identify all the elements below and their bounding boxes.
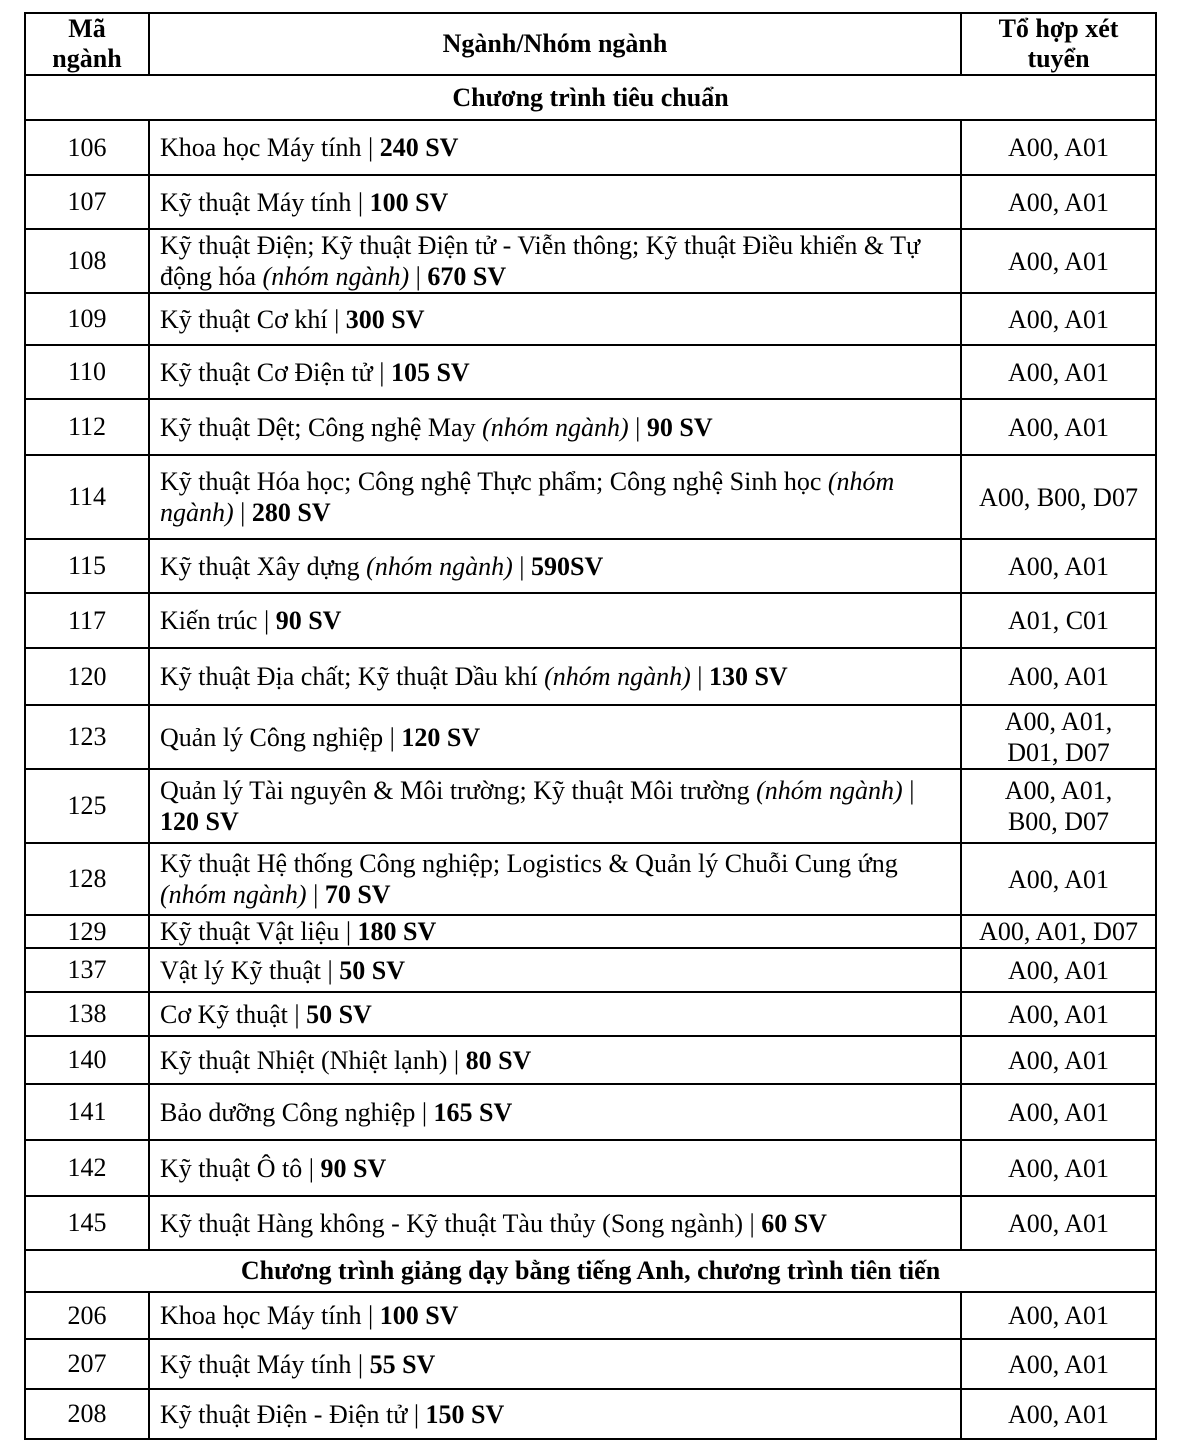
program-code: 137: [25, 948, 149, 992]
program-capacity: 670 SV: [427, 262, 507, 291]
program-name-cell: Kỹ thuật Hàng không - Kỹ thuật Tàu thủy (Song ngành) | 60 SV: [149, 1196, 961, 1250]
program-name-cell: Khoa học Máy tính | 100 SV: [149, 1292, 961, 1339]
program-capacity: 90 SV: [275, 606, 342, 635]
program-capacity: 300 SV: [345, 304, 425, 334]
program-capacity: 90 SV: [320, 1153, 387, 1183]
table-row: [25, 948, 1156, 992]
program-name-cell: Kỹ thuật Cơ Điện tử | 105 SV: [149, 345, 961, 399]
program-code: 208: [25, 1389, 149, 1439]
program-name: Vật lý Kỹ thuật: [160, 955, 322, 985]
program-code: 207: [25, 1339, 149, 1389]
program-code: 114: [25, 455, 149, 539]
program-code: 110: [25, 345, 149, 399]
table-row: [25, 769, 1156, 843]
program-name-cell: Bảo dưỡng Công nghiệp | 165 SV: [149, 1084, 961, 1140]
table-row: [25, 175, 1156, 229]
table-row: [25, 1196, 1156, 1250]
program-code: 145: [25, 1196, 149, 1250]
subject-combination: A00, A01: [961, 1339, 1156, 1389]
subject-combination: A00, A01: [961, 648, 1156, 705]
program-name-cell: Kiến trúc | 90 SV: [149, 593, 961, 648]
program-name: Kỹ thuật Dệt; Công nghệ May: [160, 412, 476, 442]
subject-combination: A00, A01: [961, 1196, 1156, 1250]
subject-combination: A00, A01: [961, 843, 1156, 915]
program-capacity: 120 SV: [160, 807, 239, 836]
program-name: Kỹ thuật Cơ khí: [160, 304, 328, 334]
program-code: 125: [25, 769, 149, 843]
program-capacity: 80 SV: [465, 1045, 532, 1075]
subject-combination: A00, A01, D01, D07: [961, 705, 1156, 769]
program-capacity: 180 SV: [357, 917, 437, 946]
program-capacity: 150 SV: [425, 1399, 505, 1429]
section-row: [25, 1250, 1156, 1292]
program-capacity: 55 SV: [369, 1349, 436, 1379]
program-name-cell: Cơ Kỹ thuật | 50 SV: [149, 992, 961, 1036]
program-name-cell: Kỹ thuật Địa chất; Kỹ thuật Dầu khí (nhóm ngành) | 130 SV: [149, 648, 961, 705]
program-capacity: 70 SV: [324, 880, 391, 909]
program-group-note: (nhóm ngành): [482, 412, 629, 442]
subject-combination: A00, A01: [961, 229, 1156, 293]
program-name: Kỹ thuật Hóa học; Công nghệ Thực phẩm; Công nghệ Sinh học: [160, 467, 822, 496]
subject-combination: A00, A01: [961, 1292, 1156, 1339]
program-code: 128: [25, 843, 149, 915]
program-capacity: 240 SV: [379, 133, 459, 162]
subject-combination: A00, A01: [961, 948, 1156, 992]
program-name: Khoa học Máy tính: [160, 1301, 362, 1330]
program-capacity: 165 SV: [433, 1097, 513, 1127]
program-name: Kỹ thuật Địa chất; Kỹ thuật Dầu khí: [160, 662, 538, 691]
program-name: Kỹ thuật Điện; Kỹ thuật Điện tử - Viễn thông; Kỹ thuật Điều khiển & Tự động hóa: [160, 231, 921, 291]
program-code: 117: [25, 593, 149, 648]
table-row: [25, 1140, 1156, 1196]
program-name: Kỹ thuật Hàng không - Kỹ thuật Tàu thủy (Song ngành): [160, 1208, 743, 1238]
program-name-cell: Kỹ thuật Điện; Kỹ thuật Điện tử - Viễn thông; Kỹ thuật Điều khiển & Tự động hóa (nhóm ngành) | 670 SV: [149, 229, 961, 293]
table-row: [25, 705, 1156, 769]
program-group-note: (nhóm ngành): [366, 551, 513, 581]
admissions-table: [24, 12, 1157, 1440]
program-group-note: (nhóm ngành): [160, 880, 307, 909]
subject-combination: A00, A01: [961, 539, 1156, 593]
program-name: Kỹ thuật Máy tính: [160, 1349, 352, 1379]
program-name-cell: Kỹ thuật Xây dựng (nhóm ngành) | 590SV: [149, 539, 961, 593]
program-name: Kỹ thuật Máy tính: [160, 187, 352, 217]
table-row: [25, 539, 1156, 593]
subject-combination: A00, A01, B00, D07: [961, 769, 1156, 843]
table-row: [25, 120, 1156, 175]
table-row: [25, 229, 1156, 293]
program-name: Kỹ thuật Hệ thống Công nghiệp; Logistics & Quản lý Chuỗi Cung ứng: [160, 849, 898, 878]
program-name: Bảo dưỡng Công nghiệp: [160, 1097, 416, 1127]
subject-combination: A00, A01, D07: [961, 915, 1156, 948]
program-code: 112: [25, 399, 149, 455]
program-name-cell: Kỹ thuật Hóa học; Công nghệ Thực phẩm; Công nghệ Sinh học (nhóm ngành) | 280 SV: [149, 455, 961, 539]
program-name: Kỹ thuật Xây dựng: [160, 551, 360, 581]
subject-combination: A00, A01: [961, 1036, 1156, 1084]
program-name-cell: Kỹ thuật Ô tô | 90 SV: [149, 1140, 961, 1196]
program-name-cell: Kỹ thuật Vật liệu | 180 SV: [149, 915, 961, 948]
program-capacity: 100 SV: [379, 1301, 459, 1330]
subject-combination: A00, A01: [961, 175, 1156, 229]
program-group-note: (nhóm ngành): [544, 662, 691, 691]
table-row: [25, 648, 1156, 705]
subject-combination: A00, A01: [961, 120, 1156, 175]
table-row: [25, 1084, 1156, 1140]
subject-combination: A01, C01: [961, 593, 1156, 648]
program-name-cell: Khoa học Máy tính | 240 SV: [149, 120, 961, 175]
section-title: Chương trình giảng dạy bằng tiếng Anh, chương trình tiên tiến: [25, 1250, 1156, 1292]
subject-combination: A00, A01: [961, 1389, 1156, 1439]
program-code: 206: [25, 1292, 149, 1339]
table-row: [25, 593, 1156, 648]
program-code: 108: [25, 229, 149, 293]
program-name-cell: Vật lý Kỹ thuật | 50 SV: [149, 948, 961, 992]
program-capacity: 280 SV: [251, 498, 331, 527]
subject-combination: A00, A01: [961, 992, 1156, 1036]
table-row: [25, 293, 1156, 345]
table-row: [25, 915, 1156, 948]
program-capacity: 50 SV: [339, 955, 405, 985]
program-code: 107: [25, 175, 149, 229]
subject-combination: A00, A01: [961, 1084, 1156, 1140]
table-row: [25, 345, 1156, 399]
program-name: Kỹ thuật Vật liệu: [160, 917, 340, 946]
table-row: [25, 992, 1156, 1036]
header-code: Mã ngành: [25, 13, 149, 75]
program-name: Kỹ thuật Ô tô: [160, 1153, 303, 1183]
program-name: Quản lý Công nghiệp: [160, 722, 384, 752]
subject-combination: A00, B00, D07: [961, 455, 1156, 539]
subject-combination: A00, A01: [961, 399, 1156, 455]
table-row: [25, 1339, 1156, 1389]
program-group-note: (nhóm ngành): [160, 467, 895, 527]
program-capacity: 60 SV: [761, 1208, 827, 1238]
program-code: 106: [25, 120, 149, 175]
program-name-cell: Quản lý Công nghiệp | 120 SV: [149, 705, 961, 769]
section-title: Chương trình tiêu chuẩn: [25, 75, 1156, 120]
program-name-cell: Kỹ thuật Hệ thống Công nghiệp; Logistics & Quản lý Chuỗi Cung ứng (nhóm ngành) | 70 SV: [149, 843, 961, 915]
program-name-cell: Quản lý Tài nguyên & Môi trường; Kỹ thuật Môi trường (nhóm ngành) | 120 SV: [149, 769, 961, 843]
table-row: [25, 1036, 1156, 1084]
program-code: 142: [25, 1140, 149, 1196]
program-name-cell: Kỹ thuật Dệt; Công nghệ May (nhóm ngành) | 90 SV: [149, 399, 961, 455]
program-capacity: 90 SV: [646, 412, 713, 442]
program-name: Kỹ thuật Cơ Điện tử: [160, 357, 373, 387]
table-body: [25, 75, 1156, 1439]
program-code: 141: [25, 1084, 149, 1140]
table-row: [25, 455, 1156, 539]
program-name: Kỹ thuật Nhiệt (Nhiệt lạnh): [160, 1045, 448, 1075]
subject-combination: A00, A01: [961, 345, 1156, 399]
program-name: Khoa học Máy tính: [160, 133, 362, 162]
table-row: [25, 843, 1156, 915]
program-name-cell: Kỹ thuật Cơ khí | 300 SV: [149, 293, 961, 345]
table-row: [25, 1389, 1156, 1439]
header-row: [25, 13, 1156, 75]
subject-combination: A00, A01: [961, 293, 1156, 345]
program-code: 123: [25, 705, 149, 769]
program-capacity: 590SV: [530, 551, 604, 581]
section-row: [25, 75, 1156, 120]
program-name-cell: Kỹ thuật Máy tính | 55 SV: [149, 1339, 961, 1389]
program-code: 120: [25, 648, 149, 705]
header-name: Ngành/Nhóm ngành: [149, 13, 961, 75]
program-code: 129: [25, 915, 149, 948]
program-name: Cơ Kỹ thuật: [160, 999, 288, 1029]
program-name-cell: Kỹ thuật Nhiệt (Nhiệt lạnh) | 80 SV: [149, 1036, 961, 1084]
program-code: 138: [25, 992, 149, 1036]
program-name-cell: Kỹ thuật Máy tính | 100 SV: [149, 175, 961, 229]
subject-combination: A00, A01: [961, 1140, 1156, 1196]
program-code: 115: [25, 539, 149, 593]
program-code: 140: [25, 1036, 149, 1084]
program-capacity: 50 SV: [306, 999, 372, 1029]
program-name: Quản lý Tài nguyên & Môi trường; Kỹ thuật Môi trường: [160, 776, 750, 805]
table-row: [25, 399, 1156, 455]
table-row: [25, 1292, 1156, 1339]
program-capacity: 120 SV: [401, 722, 481, 752]
program-name: Kỹ thuật Điện - Điện tử: [160, 1399, 408, 1429]
program-capacity: 100 SV: [369, 187, 449, 217]
program-name: Kiến trúc: [160, 606, 258, 635]
program-capacity: 105 SV: [390, 357, 470, 387]
program-name-cell: Kỹ thuật Điện - Điện tử | 150 SV: [149, 1389, 961, 1439]
program-capacity: 130 SV: [708, 662, 788, 691]
program-group-note: (nhóm ngành): [262, 262, 410, 291]
program-group-note: (nhóm ngành): [756, 776, 903, 805]
header-combo: Tổ hợp xét tuyển: [961, 13, 1156, 75]
program-code: 109: [25, 293, 149, 345]
